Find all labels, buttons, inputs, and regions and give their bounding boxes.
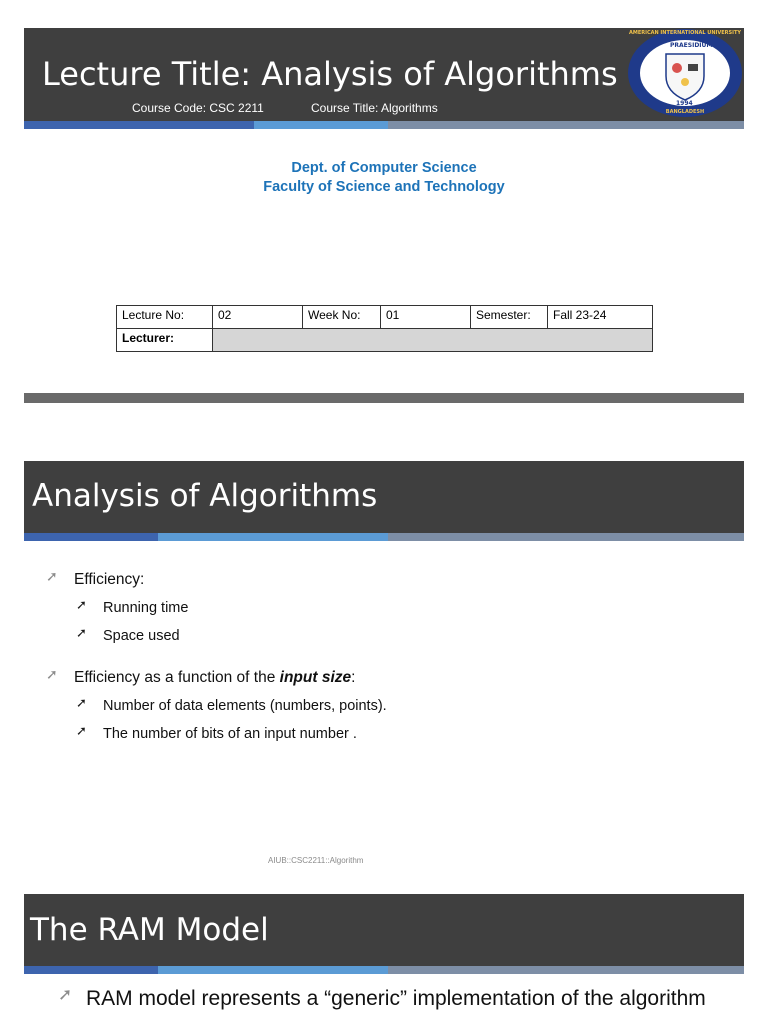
lecture-no-label: Lecture No: bbox=[117, 306, 213, 329]
week-no-label: Week No: bbox=[303, 306, 381, 329]
university-logo bbox=[626, 28, 744, 118]
slide-divider bbox=[24, 393, 744, 403]
bullet-ram-model: RAM model represents a “generic” implementation of the algorithm bbox=[86, 987, 706, 1010]
sub-bullet-running-time: Running time bbox=[103, 600, 189, 616]
bullet-input-size-emphasis: input size bbox=[279, 669, 352, 686]
lecturer-value bbox=[213, 329, 653, 352]
bullet-input-size bbox=[74, 669, 355, 687]
logo-year: 1994 bbox=[676, 100, 693, 107]
sub-bullet-arrow-icon: ➚ bbox=[76, 696, 87, 711]
bullet-arrow-icon: ➚ bbox=[58, 985, 73, 1005]
slide1-title: Lecture Title: Analysis of Algorithms bbox=[42, 55, 618, 93]
slide1-accent-stripe bbox=[24, 121, 744, 129]
bullet-input-size-suffix: : bbox=[351, 669, 356, 686]
sub-bullet-bits: The number of bits of an input number . bbox=[103, 726, 357, 742]
slide3-title: The RAM Model bbox=[30, 912, 269, 948]
dept-line-1: Dept. of Computer Science bbox=[291, 160, 477, 176]
semester-value: Fall 23-24 bbox=[548, 306, 653, 329]
lecture-no-value: 02 bbox=[213, 306, 303, 329]
sub-bullet-arrow-icon: ➚ bbox=[76, 626, 87, 641]
slide2-accent-stripe bbox=[24, 533, 744, 541]
slide2-title: Analysis of Algorithms bbox=[32, 478, 378, 514]
sub-bullet-arrow-icon: ➚ bbox=[76, 724, 87, 739]
bullet-arrow-icon: ➚ bbox=[46, 569, 58, 585]
logo-motto: PRAESIDIUM bbox=[670, 42, 713, 49]
week-no-value: 01 bbox=[381, 306, 471, 329]
bullet-arrow-icon: ➚ bbox=[46, 667, 58, 683]
sub-bullet-space-used: Space used bbox=[103, 628, 180, 644]
course-title: Course Title: Algorithms bbox=[311, 101, 438, 115]
slide-footer: AIUB::CSC2211::Algorithm bbox=[268, 856, 364, 865]
logo-top-text: AMERICAN INTERNATIONAL UNIVERSITY bbox=[628, 30, 742, 36]
sub-bullet-data-elements: Number of data elements (numbers, points). bbox=[103, 698, 387, 714]
dept-line-2: Faculty of Science and Technology bbox=[263, 179, 505, 195]
sub-bullet-arrow-icon: ➚ bbox=[76, 598, 87, 613]
lecturer-label: Lecturer: bbox=[117, 329, 213, 352]
course-code: Course Code: CSC 2211 bbox=[132, 101, 264, 115]
lecture-info-table bbox=[116, 305, 653, 352]
semester-label: Semester: bbox=[471, 306, 548, 329]
bullet-efficiency: Efficiency: bbox=[74, 571, 145, 588]
bullet-input-size-prefix: Efficiency as a function of the bbox=[74, 669, 280, 686]
logo-bottom-text: BANGLADESH bbox=[665, 109, 705, 115]
slide3-accent-stripe bbox=[24, 966, 744, 974]
